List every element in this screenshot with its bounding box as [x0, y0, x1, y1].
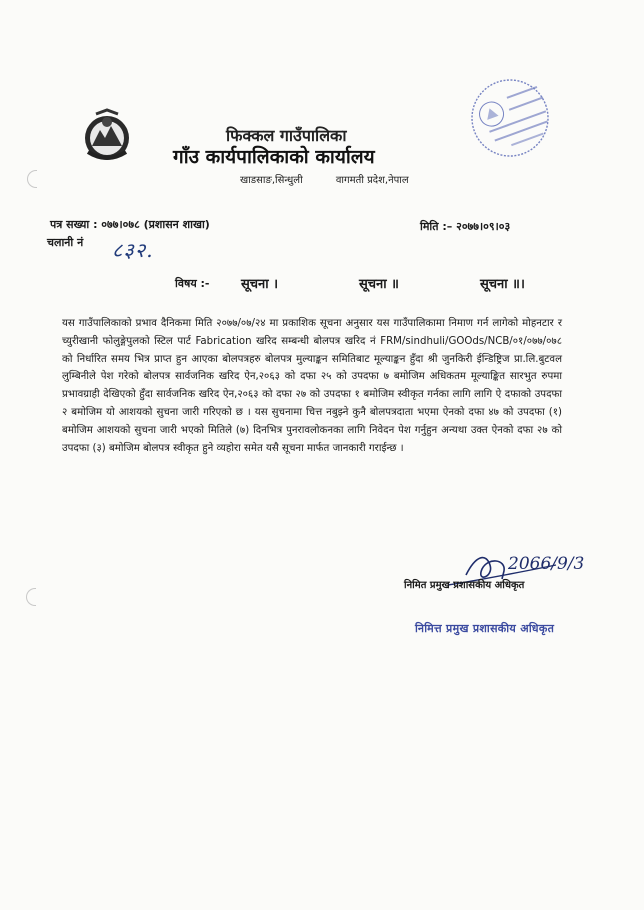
municipality-name: फिक्कल गाउँपालिका [226, 126, 347, 145]
signer-designation: निमित प्रमुख प्रशासकीय अधिकृत [404, 580, 525, 591]
designation-stamp: निमित्त प्रमुख प्रशासकीय अधिकृत [415, 622, 555, 635]
office-seal-stamp [458, 72, 562, 164]
svg-text:2066/9/3: 2066/9/3 [508, 554, 585, 574]
address-province: वागमती प्रदेश,नेपाल [335, 175, 409, 186]
address-district: खाडसाङ,सिन्धुली [240, 175, 303, 186]
government-emblem-icon [82, 108, 132, 164]
letter-reference-number: पत्र सख्या : ०७७।०७८ (प्रशासन शाखा) [50, 218, 210, 231]
letter-date: मिति :– २०७७।०९।०३ [420, 220, 511, 233]
punch-hole-top [27, 170, 37, 188]
notice-body: यस गाउँपालिकाको प्रभाव दैनिकमा मिति २०७७/०७/२४ मा प्रकाशिक सूचना अनुसार यस गाउँपालिकामा निमाण गर्न लागेको मोहनटार र च्युरीखानी फोलुङ्गेपुलको स्टिल पार्ट Fabrication खरिद सम्बन्धी बोलपत्र खरिद नं FRM/sindhuli/GOOds/NCB/०१/०७७/०७८ को निर्धारित समय भित्र प्राप्त हुन आएका बोलपत्रहरु बोलपत्र मुल्याङ्कन समितिबाट मूल्याङ्कन हुँदा श्री जुनकिरी ईन्डिष्ट्रिज प्रा.लि.बुटवल लुम्बिनीले पेश गरेको बोलपत्र सार्वजनिक खरिद ऐन,२०६३ को दफा २५ को उपदफा ७ बमोजिम अधिकतम मूल्याङ्कित सारभुत रुपमा प्रभावग्राही देखिएको हुँदा सार्वजनिक खरिद ऐन,२०६३ को दफा २७ को उपदफा १ बमोजिम स्वीकृत गर्नका लागि लागि ऐ दफाको उपदफा २ बमोजिम यो आशयको सुचना जारी गरिएको छ । यस सुचनामा चित्त नबुझ्ने कुनै बोलपत्रदाता भएमा ऐनको दफा ४७ को उपदफा (१) बमोजिम आशयको सुचना जारी भएको मितिले (७) दिनभित्र पुनरावलोकनका लागि निवेदन पेश गर्नुहुन अन्यथा उक्त ऐनको दफा २७ को उपदफा (३) बमोजिम बोलपत्र स्वीकृत हुने व्यहोरा समेत यसै सूचना मार्फत जानकारी गराईन्छ । [62, 318, 562, 454]
punch-hole-bottom [26, 588, 36, 606]
notice-heading-1: सूचना । [241, 277, 279, 292]
dispatch-number-label: चलानी नं [47, 236, 84, 249]
address-line [240, 172, 409, 186]
notice-heading-2: सूचना ॥ [359, 277, 399, 292]
subject-label: विषय :- [175, 277, 210, 290]
notice-heading-3: सूचना ॥। [480, 277, 525, 292]
office-name: गाँउ कार्यपालिकाको कार्यालय [173, 146, 375, 168]
dispatch-number-handwritten: ८३२. [112, 238, 154, 262]
